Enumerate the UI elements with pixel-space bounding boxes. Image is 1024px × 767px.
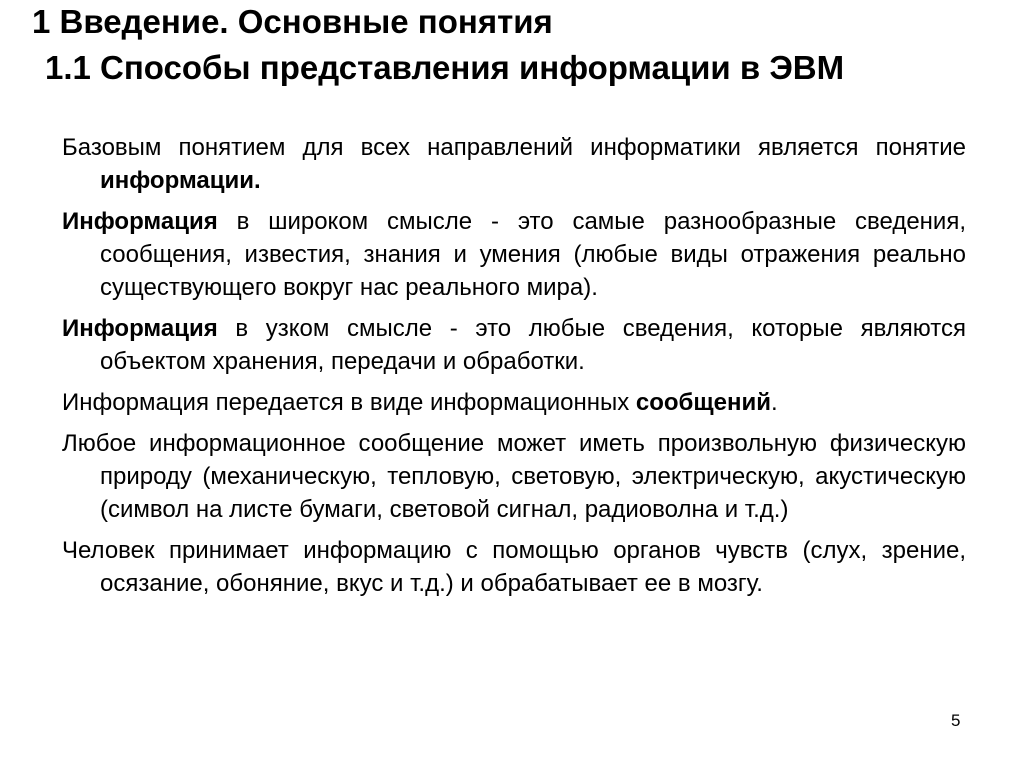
paragraph-physical-nature (62, 427, 966, 526)
paragraph-base-concept (62, 131, 966, 197)
paragraph-text: Любое информационное сообщение может иметь произвольную физическую природу (механическую, тепловую, световую, электрическую, акустическую (символ на листе бумаги, световой сигнал, радиоволна и т.д.) (62, 430, 966, 523)
paragraph-emphasis: Информация (62, 315, 218, 342)
slide-body (62, 131, 966, 608)
paragraph-text-end: . (770, 389, 778, 416)
paragraph-broad-definition (62, 205, 966, 304)
paragraph-emphasis: сообщений (635, 389, 771, 416)
paragraph-text: в широком смысле - это самые разнообразные сведения, сообщения, известия, знания и умения (любые виды отражения реально существующего вокруг нас реального мира). (100, 208, 966, 301)
paragraph-text: Базовым понятием для всех направлений информатики является понятие (62, 134, 966, 161)
paragraph-messages (62, 386, 966, 419)
section-title: 1.1 Способы представления информации в ЭВМ (45, 49, 845, 86)
page-number: 5 (951, 711, 961, 730)
paragraph-text: Информация передается в виде информационных (62, 389, 636, 416)
paragraph-emphasis: информации. (100, 167, 261, 194)
paragraph-emphasis: Информация (62, 208, 218, 235)
paragraph-human-senses (62, 534, 966, 600)
paragraph-text: Человек принимает информацию с помощью органов чувств (слух, зрение, осязание, обоняние, вкус и т.д.) и обрабатывает ее в мозгу. (62, 537, 966, 597)
paragraph-narrow-definition (62, 312, 966, 378)
paragraph-text: в узком смысле - это любые сведения, которые являются объектом хранения, передачи и обработки. (100, 315, 966, 375)
chapter-title: 1 Введение. Основные понятия (32, 3, 553, 40)
